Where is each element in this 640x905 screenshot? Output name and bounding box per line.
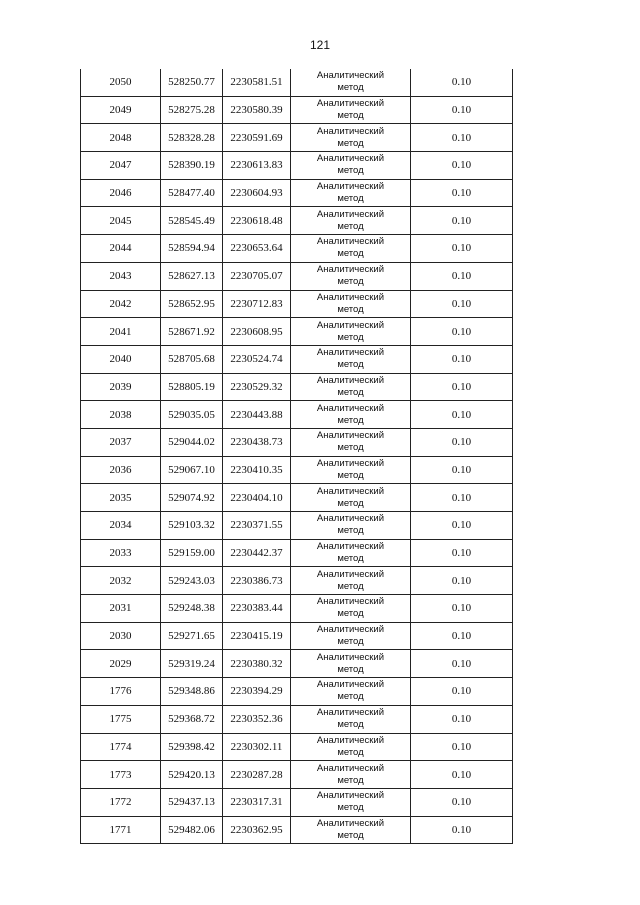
accuracy-cell: 0.10 — [411, 69, 513, 96]
x-coordinate-cell: 529348.86 — [161, 678, 223, 706]
method-cell — [291, 401, 411, 429]
y-coordinate-cell: 2230604.93 — [223, 179, 291, 207]
accuracy-cell: 0.10 — [411, 816, 513, 844]
method-cell — [291, 373, 411, 401]
y-coordinate-cell: 2230581.51 — [223, 69, 291, 96]
table-row — [81, 484, 513, 512]
method-text-line2: метод — [337, 636, 364, 648]
coordinates-table — [80, 69, 513, 844]
y-coordinate-cell: 2230438.73 — [223, 428, 291, 456]
method-text-line2: метод — [337, 110, 364, 122]
page-number: 121 — [309, 38, 331, 52]
y-coordinate-cell: 2230613.83 — [223, 152, 291, 180]
method-text-line1: Аналитический — [316, 291, 385, 303]
method-cell — [291, 512, 411, 540]
x-coordinate-cell: 528545.49 — [161, 207, 223, 235]
method-text-line2: метод — [337, 303, 364, 315]
table-row — [81, 179, 513, 207]
table-row — [81, 705, 513, 733]
method-text-line2: метод — [337, 580, 364, 592]
method-text-line2: метод — [337, 414, 364, 426]
point-id-cell: 2043 — [81, 262, 161, 290]
point-id-cell: 2042 — [81, 290, 161, 318]
y-coordinate-cell: 2230580.39 — [223, 96, 291, 124]
method-cell — [291, 69, 411, 96]
method-cell — [291, 152, 411, 180]
x-coordinate-cell: 528671.92 — [161, 318, 223, 346]
accuracy-cell: 0.10 — [411, 761, 513, 789]
table-row — [81, 650, 513, 678]
method-text-line2: метод — [337, 165, 364, 177]
point-id-cell: 2029 — [81, 650, 161, 678]
method-text-line1: Аналитический — [316, 319, 385, 331]
x-coordinate-cell: 529159.00 — [161, 539, 223, 567]
x-coordinate-cell: 529035.05 — [161, 401, 223, 429]
accuracy-cell: 0.10 — [411, 96, 513, 124]
y-coordinate-cell: 2230383.44 — [223, 595, 291, 623]
method-text-line1: Аналитический — [316, 541, 385, 553]
accuracy-cell: 0.10 — [411, 124, 513, 152]
method-text-line2: метод — [337, 469, 364, 481]
y-coordinate-cell: 2230287.28 — [223, 761, 291, 789]
accuracy-cell: 0.10 — [411, 290, 513, 318]
table-row — [81, 512, 513, 540]
method-text-line1: Аналитический — [316, 707, 385, 719]
method-text-line2: метод — [337, 276, 364, 288]
accuracy-cell: 0.10 — [411, 456, 513, 484]
method-text-line1: Аналитический — [316, 208, 385, 220]
table-row — [81, 456, 513, 484]
x-coordinate-cell: 528805.19 — [161, 373, 223, 401]
method-text-line1: Аналитический — [316, 762, 385, 774]
accuracy-cell: 0.10 — [411, 373, 513, 401]
x-coordinate-cell: 529067.10 — [161, 456, 223, 484]
method-text-line2: метод — [337, 663, 364, 675]
method-cell — [291, 124, 411, 152]
table-row — [81, 373, 513, 401]
point-id-cell: 1773 — [81, 761, 161, 789]
point-id-cell: 2046 — [81, 179, 161, 207]
y-coordinate-cell: 2230608.95 — [223, 318, 291, 346]
method-cell — [291, 96, 411, 124]
method-cell — [291, 207, 411, 235]
table-row — [81, 788, 513, 816]
point-id-cell: 1772 — [81, 788, 161, 816]
method-text-line1: Аналитический — [316, 153, 385, 165]
table-row — [81, 262, 513, 290]
table-row — [81, 733, 513, 761]
method-text-line1: Аналитический — [316, 485, 385, 497]
point-id-cell: 2031 — [81, 595, 161, 623]
method-cell — [291, 761, 411, 789]
method-text-line1: Аналитический — [316, 651, 385, 663]
method-text-line2: метод — [337, 442, 364, 454]
method-cell — [291, 456, 411, 484]
table-row — [81, 69, 513, 96]
table-row — [81, 595, 513, 623]
y-coordinate-cell: 2230529.32 — [223, 373, 291, 401]
method-cell — [291, 788, 411, 816]
table-row — [81, 401, 513, 429]
accuracy-cell: 0.10 — [411, 152, 513, 180]
y-coordinate-cell: 2230410.35 — [223, 456, 291, 484]
method-text-line2: метод — [337, 525, 364, 537]
method-cell — [291, 235, 411, 263]
method-text-line1: Аналитический — [316, 457, 385, 469]
y-coordinate-cell: 2230362.95 — [223, 816, 291, 844]
accuracy-cell: 0.10 — [411, 733, 513, 761]
method-text-line1: Аналитический — [316, 347, 385, 359]
accuracy-cell: 0.10 — [411, 705, 513, 733]
method-text-line2: метод — [337, 746, 364, 758]
accuracy-cell: 0.10 — [411, 401, 513, 429]
table-row — [81, 124, 513, 152]
x-coordinate-cell: 528390.19 — [161, 152, 223, 180]
method-cell — [291, 179, 411, 207]
method-text-line1: Аналитический — [316, 596, 385, 608]
accuracy-cell: 0.10 — [411, 318, 513, 346]
method-text-line2: метод — [337, 137, 364, 149]
point-id-cell: 2041 — [81, 318, 161, 346]
method-text-line1: Аналитический — [316, 513, 385, 525]
point-id-cell: 2049 — [81, 96, 161, 124]
table-row — [81, 816, 513, 844]
table-row — [81, 428, 513, 456]
table-row — [81, 235, 513, 263]
method-cell — [291, 484, 411, 512]
point-id-cell: 2030 — [81, 622, 161, 650]
x-coordinate-cell: 528275.28 — [161, 96, 223, 124]
method-text-line2: метод — [337, 497, 364, 509]
table-row — [81, 678, 513, 706]
method-text-line1: Аналитический — [316, 402, 385, 414]
accuracy-cell: 0.10 — [411, 179, 513, 207]
method-cell — [291, 733, 411, 761]
y-coordinate-cell: 2230371.55 — [223, 512, 291, 540]
accuracy-cell: 0.10 — [411, 622, 513, 650]
x-coordinate-cell: 529074.92 — [161, 484, 223, 512]
x-coordinate-cell: 528328.28 — [161, 124, 223, 152]
point-id-cell: 1774 — [81, 733, 161, 761]
x-coordinate-cell: 529437.13 — [161, 788, 223, 816]
method-text-line2: метод — [337, 193, 364, 205]
method-cell — [291, 705, 411, 733]
x-coordinate-cell: 529103.32 — [161, 512, 223, 540]
accuracy-cell: 0.10 — [411, 262, 513, 290]
point-id-cell: 2047 — [81, 152, 161, 180]
method-text-line1: Аналитический — [316, 374, 385, 386]
method-text-line2: метод — [337, 386, 364, 398]
point-id-cell: 2035 — [81, 484, 161, 512]
x-coordinate-cell: 529398.42 — [161, 733, 223, 761]
x-coordinate-cell: 529319.24 — [161, 650, 223, 678]
method-text-line1: Аналитический — [316, 125, 385, 137]
method-text-line2: метод — [337, 82, 364, 94]
y-coordinate-cell: 2230443.88 — [223, 401, 291, 429]
y-coordinate-cell: 2230404.10 — [223, 484, 291, 512]
method-text-line2: метод — [337, 608, 364, 620]
method-cell — [291, 262, 411, 290]
y-coordinate-cell: 2230712.83 — [223, 290, 291, 318]
method-text-line2: метод — [337, 359, 364, 371]
method-cell — [291, 428, 411, 456]
point-id-cell: 2045 — [81, 207, 161, 235]
point-id-cell: 2033 — [81, 539, 161, 567]
method-text-line2: метод — [337, 220, 364, 232]
table-row — [81, 345, 513, 373]
y-coordinate-cell: 2230352.36 — [223, 705, 291, 733]
x-coordinate-cell: 529368.72 — [161, 705, 223, 733]
point-id-cell: 2050 — [81, 69, 161, 96]
method-cell — [291, 318, 411, 346]
method-cell — [291, 539, 411, 567]
point-id-cell: 2034 — [81, 512, 161, 540]
y-coordinate-cell: 2230415.19 — [223, 622, 291, 650]
x-coordinate-cell: 529044.02 — [161, 428, 223, 456]
method-text-line1: Аналитический — [316, 817, 385, 829]
x-coordinate-cell: 528627.13 — [161, 262, 223, 290]
method-text-line1: Аналитический — [316, 790, 385, 802]
point-id-cell: 2036 — [81, 456, 161, 484]
point-id-cell: 1776 — [81, 678, 161, 706]
method-text-line2: метод — [337, 691, 364, 703]
accuracy-cell: 0.10 — [411, 512, 513, 540]
method-cell — [291, 816, 411, 844]
x-coordinate-cell: 528705.68 — [161, 345, 223, 373]
accuracy-cell: 0.10 — [411, 345, 513, 373]
table-row — [81, 207, 513, 235]
y-coordinate-cell: 2230302.11 — [223, 733, 291, 761]
point-id-cell: 2038 — [81, 401, 161, 429]
method-text-line1: Аналитический — [316, 734, 385, 746]
x-coordinate-cell: 529248.38 — [161, 595, 223, 623]
point-id-cell: 1775 — [81, 705, 161, 733]
method-text-line1: Аналитический — [316, 679, 385, 691]
method-text-line1: Аналитический — [316, 264, 385, 276]
x-coordinate-cell: 528652.95 — [161, 290, 223, 318]
y-coordinate-cell: 2230653.64 — [223, 235, 291, 263]
point-id-cell: 2032 — [81, 567, 161, 595]
y-coordinate-cell: 2230524.74 — [223, 345, 291, 373]
accuracy-cell: 0.10 — [411, 539, 513, 567]
method-cell — [291, 345, 411, 373]
y-coordinate-cell: 2230317.31 — [223, 788, 291, 816]
accuracy-cell: 0.10 — [411, 650, 513, 678]
y-coordinate-cell: 2230380.32 — [223, 650, 291, 678]
x-coordinate-cell: 528477.40 — [161, 179, 223, 207]
y-coordinate-cell: 2230705.07 — [223, 262, 291, 290]
method-text-line2: метод — [337, 331, 364, 343]
accuracy-cell: 0.10 — [411, 235, 513, 263]
method-cell — [291, 595, 411, 623]
method-cell — [291, 650, 411, 678]
y-coordinate-cell: 2230386.73 — [223, 567, 291, 595]
table-row — [81, 152, 513, 180]
table-row — [81, 96, 513, 124]
table-row — [81, 622, 513, 650]
method-cell — [291, 290, 411, 318]
x-coordinate-cell: 529482.06 — [161, 816, 223, 844]
accuracy-cell: 0.10 — [411, 484, 513, 512]
accuracy-cell: 0.10 — [411, 595, 513, 623]
y-coordinate-cell: 2230591.69 — [223, 124, 291, 152]
x-coordinate-cell: 529420.13 — [161, 761, 223, 789]
method-cell — [291, 622, 411, 650]
method-text-line2: метод — [337, 802, 364, 814]
accuracy-cell: 0.10 — [411, 428, 513, 456]
accuracy-cell: 0.10 — [411, 678, 513, 706]
method-cell — [291, 678, 411, 706]
accuracy-cell: 0.10 — [411, 567, 513, 595]
method-text-line1: Аналитический — [316, 568, 385, 580]
x-coordinate-cell: 529271.65 — [161, 622, 223, 650]
accuracy-cell: 0.10 — [411, 788, 513, 816]
y-coordinate-cell: 2230442.37 — [223, 539, 291, 567]
method-text-line2: метод — [337, 829, 364, 841]
method-text-line1: Аналитический — [316, 98, 385, 110]
table-row — [81, 567, 513, 595]
method-text-line1: Аналитический — [316, 430, 385, 442]
point-id-cell: 1771 — [81, 816, 161, 844]
point-id-cell: 2039 — [81, 373, 161, 401]
point-id-cell: 2048 — [81, 124, 161, 152]
x-coordinate-cell: 529243.03 — [161, 567, 223, 595]
method-text-line1: Аналитический — [316, 624, 385, 636]
point-id-cell: 2037 — [81, 428, 161, 456]
point-id-cell: 2044 — [81, 235, 161, 263]
table-row — [81, 539, 513, 567]
y-coordinate-cell: 2230394.29 — [223, 678, 291, 706]
method-text-line1: Аналитический — [316, 181, 385, 193]
table-row — [81, 290, 513, 318]
x-coordinate-cell: 528594.94 — [161, 235, 223, 263]
y-coordinate-cell: 2230618.48 — [223, 207, 291, 235]
method-text-line2: метод — [337, 719, 364, 731]
x-coordinate-cell: 528250.77 — [161, 69, 223, 96]
table-row — [81, 761, 513, 789]
method-text-line2: метод — [337, 553, 364, 565]
method-text-line2: метод — [337, 774, 364, 786]
coordinates-table-body — [81, 69, 513, 844]
method-cell — [291, 567, 411, 595]
method-text-line1: Аналитический — [316, 70, 385, 82]
table-row — [81, 318, 513, 346]
point-id-cell: 2040 — [81, 345, 161, 373]
accuracy-cell: 0.10 — [411, 207, 513, 235]
method-text-line1: Аналитический — [316, 236, 385, 248]
method-text-line2: метод — [337, 248, 364, 260]
